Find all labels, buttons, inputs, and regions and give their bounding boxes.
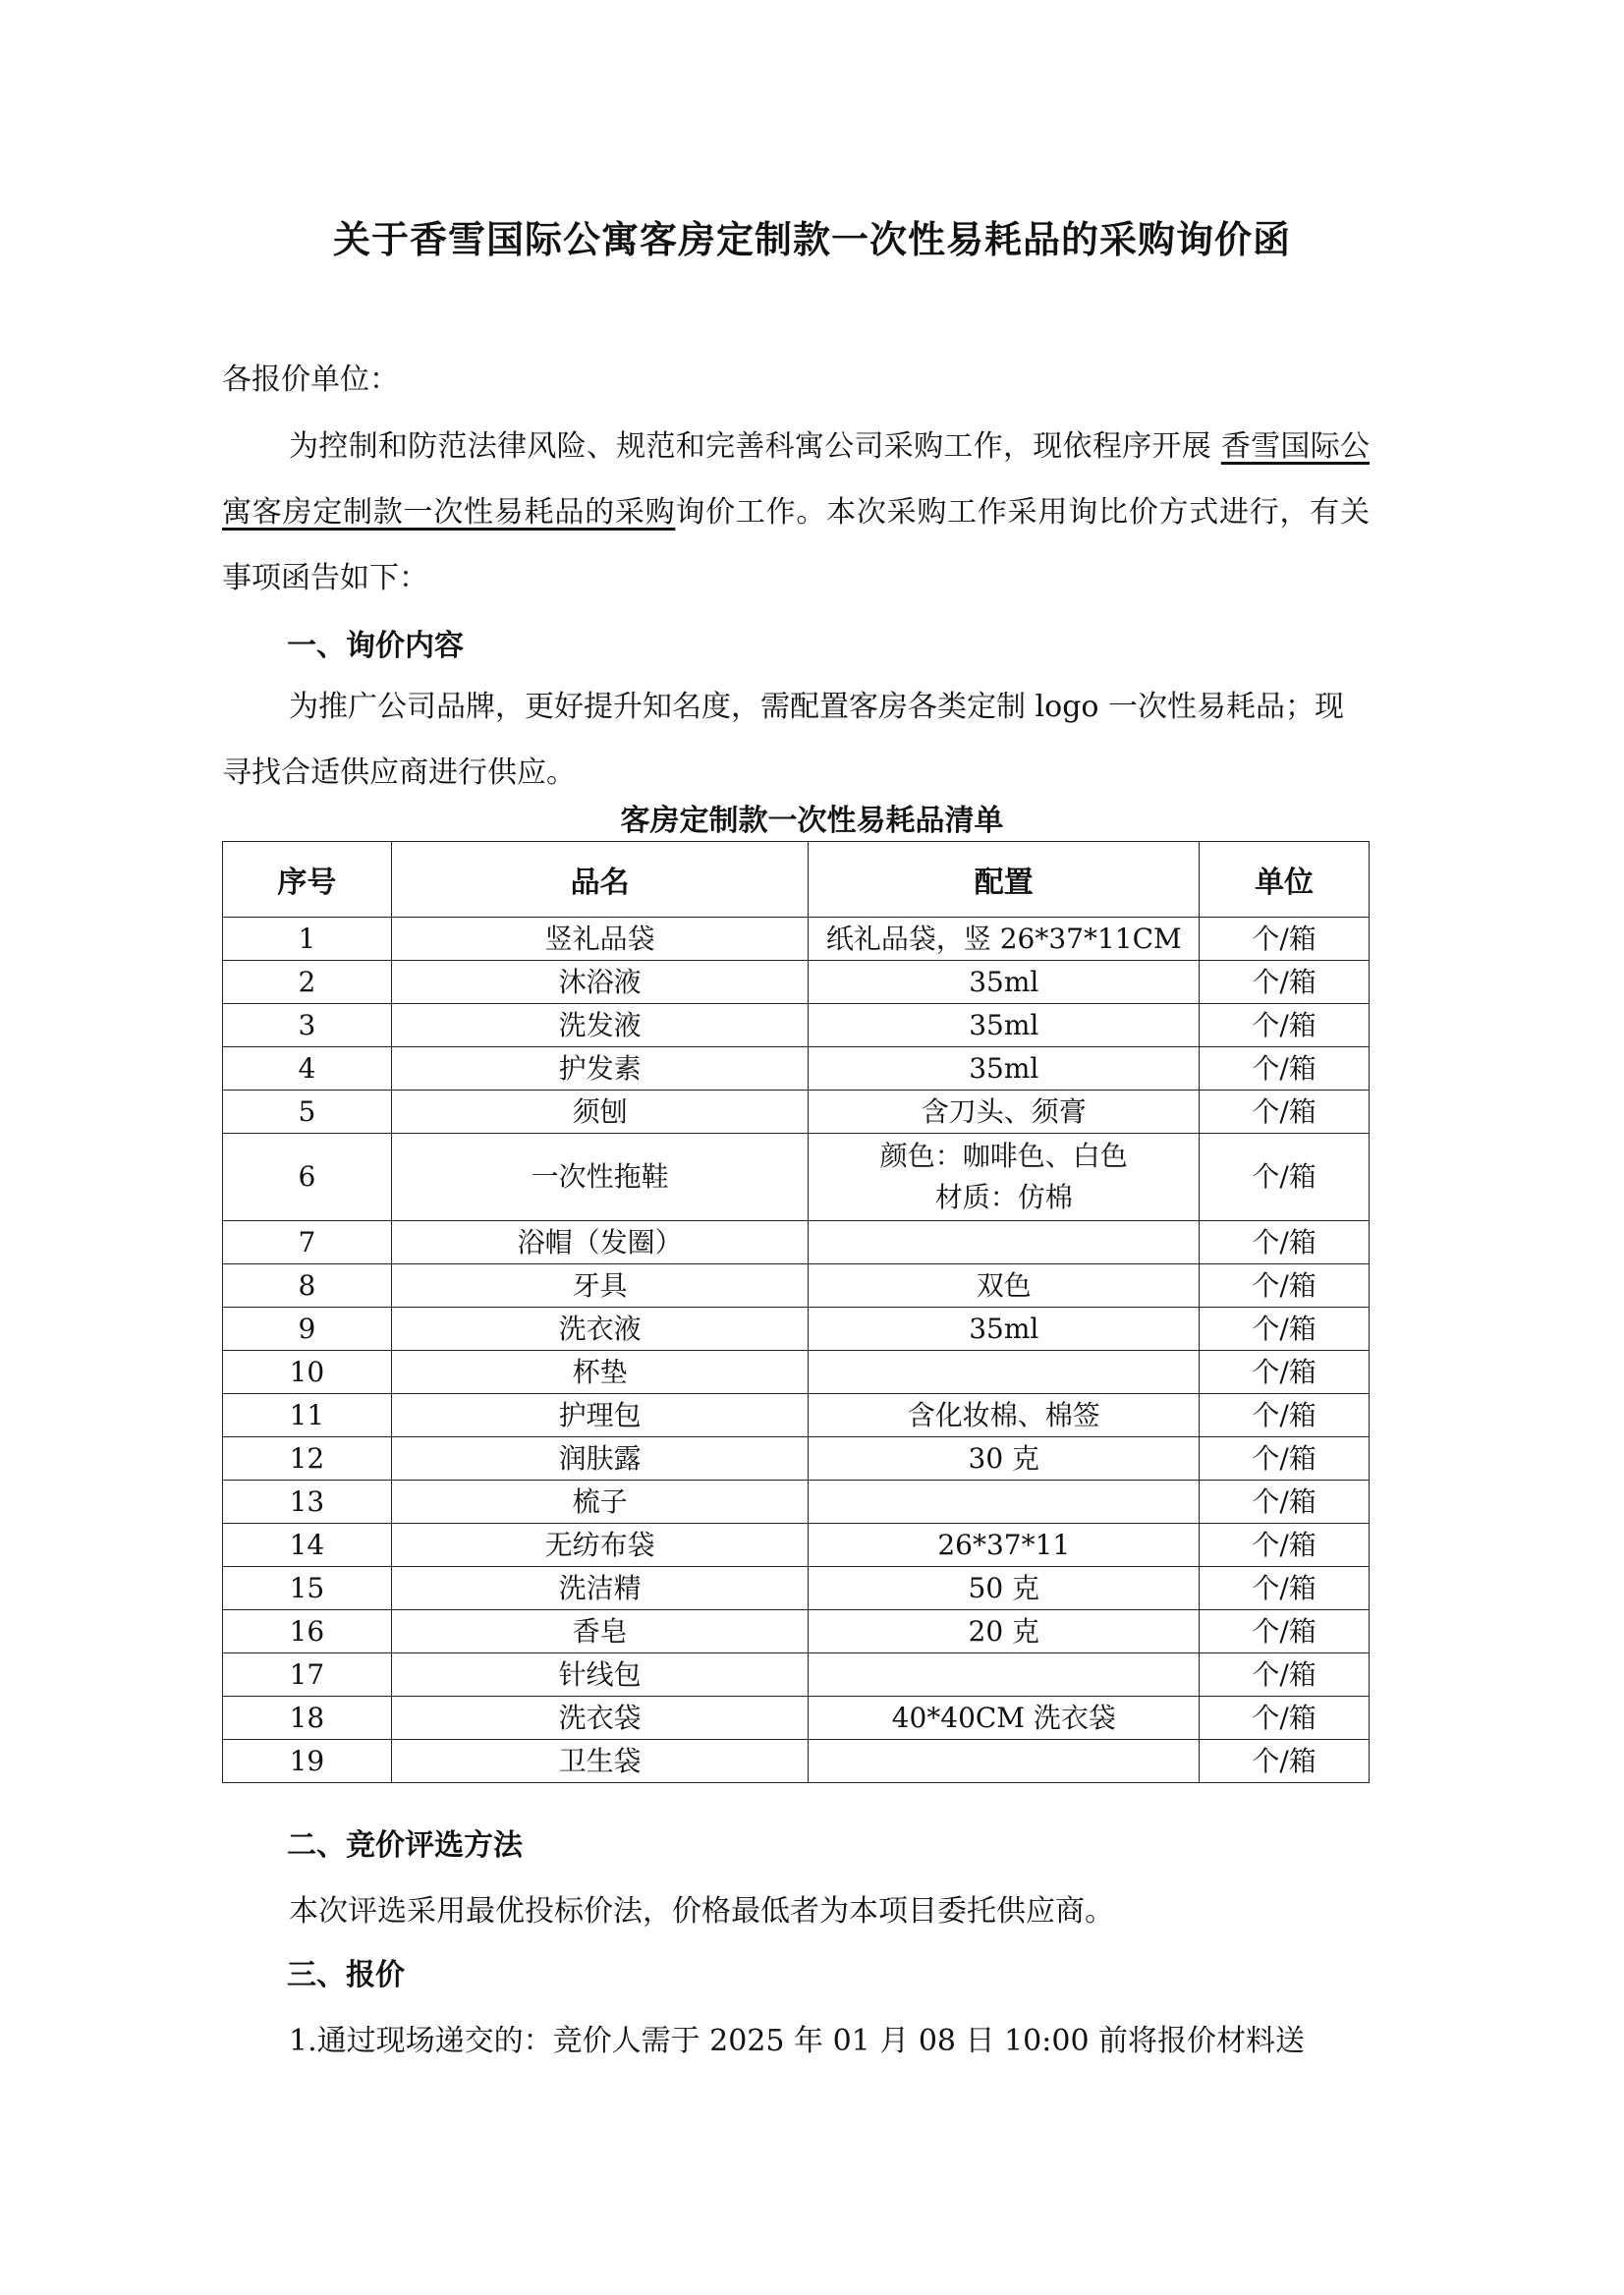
table-row xyxy=(223,1610,1370,1653)
cell-unit: 个/箱 xyxy=(1200,1437,1370,1481)
cell-config: 35ml xyxy=(809,1047,1200,1091)
cell-name: 洗洁精 xyxy=(391,1567,809,1610)
cell-config-line-2: 材质：仿棉 xyxy=(934,1181,1073,1213)
table-row xyxy=(223,918,1370,961)
table-row xyxy=(223,961,1370,1004)
intro-project-name: 香雪国际公寓客房定制款一次性易耗品的采购 xyxy=(222,429,1370,530)
table-row xyxy=(223,1308,1370,1351)
table-row xyxy=(223,1004,1370,1047)
intro-text-before: 为控制和防范法律风险、规范和完善科寓公司采购工作，现依程序开展 xyxy=(289,429,1221,464)
cell-name: 洗衣液 xyxy=(391,1308,809,1351)
table-row xyxy=(223,1047,1370,1091)
cell-unit: 个/箱 xyxy=(1200,1308,1370,1351)
section-heading-evaluation-method: 二、竞价评选方法 xyxy=(287,1828,523,1863)
cell-name: 洗发液 xyxy=(391,1004,809,1047)
cell-no: 17 xyxy=(223,1653,392,1697)
cell-config xyxy=(809,1351,1200,1394)
cell-unit: 个/箱 xyxy=(1200,1481,1370,1524)
table-row xyxy=(223,1524,1370,1567)
table-row xyxy=(223,1264,1370,1308)
section-heading-quotation: 三、报价 xyxy=(287,1958,405,1992)
table-row xyxy=(223,1394,1370,1437)
cell-name: 卫生袋 xyxy=(391,1740,809,1783)
cell-unit: 个/箱 xyxy=(1200,1394,1370,1437)
intro-paragraph xyxy=(222,414,1370,611)
document-title: 关于香雪国际公寓客房定制款一次性易耗品的采购询价函 xyxy=(332,218,1291,261)
header-name: 品名 xyxy=(391,842,809,918)
cell-no: 19 xyxy=(223,1740,392,1783)
cell-no: 16 xyxy=(223,1610,392,1653)
cell-name: 杯垫 xyxy=(391,1351,809,1394)
cell-config-line-1: 颜色：咖啡色、白色 xyxy=(879,1140,1128,1172)
cell-unit: 个/箱 xyxy=(1200,1524,1370,1567)
cell-config: 20 克 xyxy=(809,1610,1200,1653)
cell-unit: 个/箱 xyxy=(1200,1004,1370,1047)
cell-unit: 个/箱 xyxy=(1200,1221,1370,1264)
cell-name: 须刨 xyxy=(391,1091,809,1134)
cell-config: 50 克 xyxy=(809,1567,1200,1610)
cell-name: 牙具 xyxy=(391,1264,809,1308)
table-title: 客房定制款一次性易耗品清单 xyxy=(620,804,1004,838)
cell-config: 26*37*11 xyxy=(809,1524,1200,1567)
cell-no: 6 xyxy=(223,1134,392,1221)
quotation-paragraph: 1.通过现场递交的：竞价人需于 2025 年 01 月 08 日 10:00 前将报价材料送 xyxy=(289,2024,1306,2058)
cell-unit: 个/箱 xyxy=(1200,961,1370,1004)
cell-name: 护发素 xyxy=(391,1047,809,1091)
table-row xyxy=(223,1697,1370,1740)
cell-unit: 个/箱 xyxy=(1200,1610,1370,1653)
cell-no: 5 xyxy=(223,1091,392,1134)
evaluation-method-paragraph: 本次评选采用最优投标价法，价格最低者为本项目委托供应商。 xyxy=(289,1894,1114,1929)
cell-name: 竖礼品袋 xyxy=(391,918,809,961)
cell-unit: 个/箱 xyxy=(1200,1351,1370,1394)
cell-unit: 个/箱 xyxy=(1200,1264,1370,1308)
cell-no: 13 xyxy=(223,1481,392,1524)
cell-name: 针线包 xyxy=(391,1653,809,1697)
cell-config: 35ml xyxy=(809,1004,1200,1047)
table-header-row xyxy=(223,842,1370,918)
cell-config xyxy=(809,1653,1200,1697)
cell-no: 14 xyxy=(223,1524,392,1567)
consumables-table xyxy=(222,841,1370,1783)
table-row xyxy=(223,1351,1370,1394)
cell-config: 纸礼品袋，竖 26*37*11CM xyxy=(809,918,1200,961)
table-row xyxy=(223,1134,1370,1221)
cell-no: 2 xyxy=(223,961,392,1004)
cell-unit: 个/箱 xyxy=(1200,1567,1370,1610)
intro-text-after: 询价工作。本次采购工作采用询比价方式进行，有关事项函告如下： xyxy=(222,495,1371,595)
header-no: 序号 xyxy=(223,842,392,918)
cell-unit: 个/箱 xyxy=(1200,1091,1370,1134)
table-row xyxy=(223,1091,1370,1134)
cell-config: 30 克 xyxy=(809,1437,1200,1481)
cell-no: 15 xyxy=(223,1567,392,1610)
cell-config: 双色 xyxy=(809,1264,1200,1308)
cell-name: 润肤露 xyxy=(391,1437,809,1481)
cell-name: 洗衣袋 xyxy=(391,1697,809,1740)
cell-no: 7 xyxy=(223,1221,392,1264)
salutation: 各报价单位： xyxy=(222,363,399,397)
cell-unit: 个/箱 xyxy=(1200,918,1370,961)
cell-no: 18 xyxy=(223,1697,392,1740)
section-heading-inquiry-content: 一、询价内容 xyxy=(287,629,464,663)
table-row xyxy=(223,1740,1370,1783)
cell-no: 9 xyxy=(223,1308,392,1351)
cell-no: 11 xyxy=(223,1394,392,1437)
cell-name: 无纺布袋 xyxy=(391,1524,809,1567)
cell-unit: 个/箱 xyxy=(1200,1134,1370,1221)
inquiry-content-paragraph: 为推广公司品牌，更好提升知名度，需配置客房各类定制 logo 一次性易耗品；现寻找合适供应商进行供应。 xyxy=(222,690,1344,790)
cell-name: 梳子 xyxy=(391,1481,809,1524)
cell-name: 护理包 xyxy=(391,1394,809,1437)
cell-name: 香皂 xyxy=(391,1610,809,1653)
cell-config: 35ml xyxy=(809,1308,1200,1351)
cell-no: 1 xyxy=(223,918,392,961)
cell-no: 4 xyxy=(223,1047,392,1091)
table-row xyxy=(223,1653,1370,1697)
cell-config: 40*40CM 洗衣袋 xyxy=(809,1697,1200,1740)
header-unit: 单位 xyxy=(1200,842,1370,918)
cell-config: 含刀头、须膏 xyxy=(809,1091,1200,1134)
cell-name: 浴帽（发圈） xyxy=(391,1221,809,1264)
cell-config: 35ml xyxy=(809,961,1200,1004)
cell-no: 3 xyxy=(223,1004,392,1047)
cell-config: 含化妆棉、棉签 xyxy=(809,1394,1200,1437)
cell-no: 8 xyxy=(223,1264,392,1308)
cell-unit: 个/箱 xyxy=(1200,1740,1370,1783)
table-row xyxy=(223,1221,1370,1264)
cell-unit: 个/箱 xyxy=(1200,1047,1370,1091)
cell-config xyxy=(809,1221,1200,1264)
cell-name: 沐浴液 xyxy=(391,961,809,1004)
cell-no: 10 xyxy=(223,1351,392,1394)
cell-config xyxy=(809,1740,1200,1783)
header-config: 配置 xyxy=(809,842,1200,918)
table-row xyxy=(223,1567,1370,1610)
cell-no: 12 xyxy=(223,1437,392,1481)
cell-unit: 个/箱 xyxy=(1200,1653,1370,1697)
cell-unit: 个/箱 xyxy=(1200,1697,1370,1740)
cell-config xyxy=(809,1481,1200,1524)
cell-config xyxy=(809,1134,1200,1221)
table-row xyxy=(223,1437,1370,1481)
table-row xyxy=(223,1481,1370,1524)
cell-name: 一次性拖鞋 xyxy=(391,1134,809,1221)
